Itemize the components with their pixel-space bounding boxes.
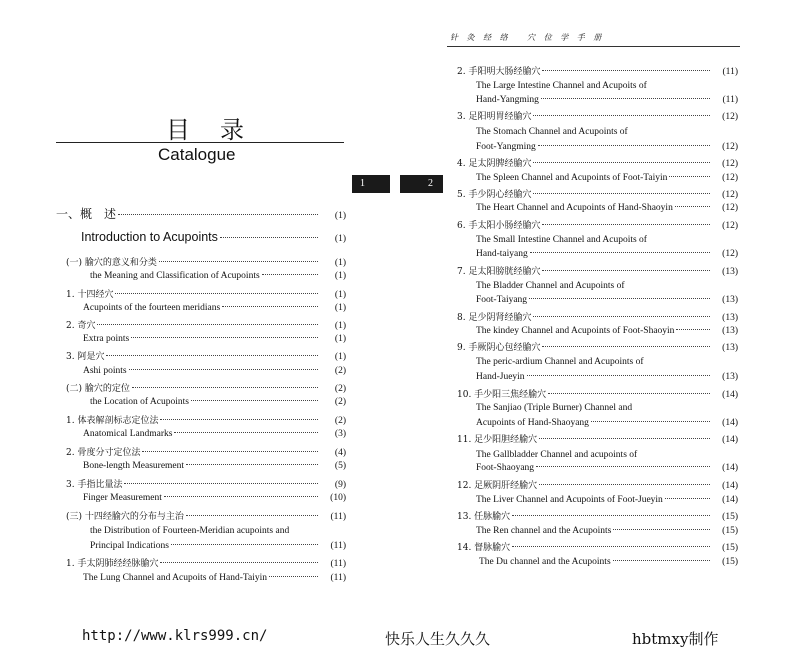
toc-page-number: (2) [334,366,346,376]
footer-credit: hbtmxy制作 [632,630,719,648]
toc-entry[interactable] [447,203,738,217]
toc-page-number: (13) [722,267,738,277]
toc-page-number: (13) [722,326,738,336]
toc-entry-title: Acupoints of the fourteen meridians [83,303,221,313]
toc-entry[interactable] [56,255,346,269]
toc-entry-title: 1. 手太阴肺经经脉腧穴 [66,559,159,569]
toc-page-number: (1) [334,234,346,244]
toc-entry[interactable] [447,218,738,232]
toc-entry-title: 3. 手指比量法 [66,480,123,490]
toc-entry-title: 12. 足厥阴肝经腧穴 [457,481,538,491]
toc-page-number: (1) [334,211,346,221]
toc-page-number: (14) [722,481,738,491]
toc-entry-title: 2. 骨度分寸定位法 [66,448,141,458]
toc-entry[interactable] [447,310,738,324]
toc-entry[interactable] [56,349,346,363]
toc-entry[interactable] [56,541,346,555]
toc-entry[interactable] [56,271,346,285]
dot-leader [665,498,710,499]
dot-leader [160,419,318,420]
dot-leader [131,337,318,338]
toc-entry[interactable] [447,235,738,249]
toc-entry[interactable] [447,95,738,109]
toc-entry-title: The Spleen Channel and Acupoints of Foot-Taiyin [476,173,668,183]
dot-leader [512,515,710,516]
dot-leader [539,484,710,485]
toc-entry[interactable] [447,127,738,141]
toc-entry[interactable] [447,142,738,156]
toc-page-number: (11) [722,95,738,105]
toc-entry-title: 14. 督脉腧穴 [457,543,511,553]
dot-leader [106,355,318,356]
toc-page-number: (2) [334,397,346,407]
toc-page-number: (14) [722,418,738,428]
toc-entry-title: (三) 十四经腧穴的分布与主治 [66,512,184,522]
toc-entry-title: 10. 手少阳三焦经腧穴 [457,390,547,400]
toc-page-number: (15) [722,526,738,536]
dot-leader [669,176,710,177]
toc-entry-title: The Stomach Channel and Acupoints of [476,127,628,137]
dot-leader [542,70,710,71]
toc-page-number: (11) [330,541,346,551]
dot-leader [542,224,710,225]
toc-entry-title: Hand-Jueyin [476,372,525,382]
toc-entry[interactable] [56,318,346,332]
dot-leader [186,464,318,465]
toc-entry-title: The Du channel and the Acupoints [479,557,611,567]
toc-entry-title: Foot-Taiyang [476,295,528,305]
toc-page-number: (12) [722,221,738,231]
toc-entry[interactable] [447,64,738,78]
toc-entry-title: (二) 腧穴的定位 [66,384,130,394]
toc-entry[interactable] [447,418,738,432]
toc-entry[interactable] [447,495,738,509]
dot-leader [115,293,318,294]
dot-leader [222,306,318,307]
toc-entry-title: Extra points [83,334,130,344]
dot-leader [262,274,318,275]
toc-entry-title: 1. 体表解剖标志定位法 [66,416,159,426]
toc-entry-title: The Gallbladder Channel and acupoints of [476,450,638,460]
toc-entry[interactable] [447,340,738,354]
toc-page-number: (9) [334,480,346,490]
toc-entry[interactable] [56,477,346,491]
toc-entry[interactable] [56,526,346,540]
dot-leader [591,421,710,422]
dot-leader [124,483,318,484]
toc-page-number: (2) [334,416,346,426]
toc-entry-title: 2. 手阳明大肠经腧穴 [457,67,541,77]
toc-entry[interactable] [447,509,738,523]
toc-entry-title: 1. 十四经穴 [66,290,114,300]
dot-leader [269,576,318,577]
dot-leader [530,252,710,253]
toc-entry[interactable] [447,326,738,340]
toc-page-number: (1) [334,258,346,268]
toc-entry-title: Hand-taiyang [476,249,528,259]
toc-entry[interactable] [447,264,738,278]
toc-entry-title: The Sanjiao (Triple Burner) Channel and [476,403,633,413]
dot-leader [129,369,318,370]
toc-page-number: (12) [722,190,738,200]
dot-leader [142,451,318,452]
toc-entry[interactable] [447,187,738,201]
toc-page-number: (11) [330,559,346,569]
toc-entry[interactable] [447,463,738,477]
toc-page-number: (1) [334,290,346,300]
toc-entry-title: 3. 足阳明胃经腧穴 [457,112,532,122]
dot-leader [613,560,710,561]
toc-entry-title: Introduction to Acupoints [81,230,218,244]
toc-page-number: (12) [722,159,738,169]
toc-entry[interactable] [56,230,346,244]
toc-entry-title: 6. 手太阳小肠经腧穴 [457,221,541,231]
dot-leader [675,206,710,207]
toc-page-number: (12) [722,112,738,122]
toc-entry[interactable] [447,526,738,540]
toc-entry[interactable] [56,397,346,411]
toc-entry[interactable] [447,109,738,123]
toc-page-number: (13) [722,343,738,353]
toc-entry-title: The kindey Channel and Acupoints of Foot-Shaoyin [476,326,675,336]
toc-page-number: (13) [722,295,738,305]
dot-leader [164,496,318,497]
footer-url-link[interactable]: http://www.klrs999.cn/ [82,628,268,644]
toc-entry-title: the Location of Acupoints [90,397,189,407]
header-rule [447,46,740,47]
toc-entry-title: Foot-Shaoyang [476,463,535,473]
toc-entry-title: Acupoints of Hand-Shaoyang [476,418,589,428]
dot-leader [159,261,318,262]
page-number-tab-right: 2 [400,175,443,193]
toc-entry-title: 2. 奇穴 [66,321,96,331]
dot-leader [548,393,710,394]
toc-entry[interactable] [447,450,738,464]
toc-page-number: (11) [330,573,346,583]
toc-entry-title: Hand-Yangming [476,95,539,105]
toc-entry-title: 9. 手厥阴心包经腧穴 [457,343,541,353]
toc-entry-title: Anatomical Landmarks [83,429,173,439]
page-title-chinese: 目录 [166,116,274,144]
toc-entry-title: 4. 足太阴脾经腧穴 [457,159,532,169]
toc-entry[interactable] [56,287,346,301]
toc-entry-title: (一) 腧穴的意义和分类 [66,258,157,268]
toc-page-number: (12) [722,142,738,152]
toc-entry[interactable] [56,493,346,507]
toc-page-number: (15) [722,512,738,522]
toc-entry[interactable] [447,156,738,170]
dot-leader [527,375,710,376]
toc-page-number: (13) [722,372,738,382]
toc-page-number: (1) [334,321,346,331]
dot-leader [542,270,710,271]
toc-entry-title: Foot-Yangming [476,142,536,152]
dot-leader [191,400,318,401]
dot-leader [533,193,710,194]
toc-entry[interactable] [447,432,738,446]
toc-entry[interactable] [447,281,738,295]
toc-entry-title: The Small Intestine Channel and Acupoits of [476,235,647,245]
toc-entry[interactable] [56,381,346,395]
toc-entry[interactable] [56,461,346,475]
toc-entry-title: 5. 手少阴心经腧穴 [457,190,532,200]
toc-page-number: (14) [722,390,738,400]
toc-entry-title: The peric-ardium Channel and Acupoints of [476,357,644,367]
dot-leader [533,115,710,116]
toc-entry-title: the Meaning and Classification of Acupoints [90,271,260,281]
toc-page-number: (4) [334,448,346,458]
toc-entry[interactable] [447,173,738,187]
dot-leader [171,544,318,545]
toc-page-number: (14) [722,435,738,445]
page-title-english: Catalogue [158,145,236,164]
toc-page-number: (14) [722,463,738,473]
toc-page-number: (3) [334,429,346,439]
toc-entry[interactable] [447,540,738,554]
toc-page-number: (12) [722,203,738,213]
toc-entry-title: 3. 阿是穴 [66,352,105,362]
toc-page-number: (1) [334,271,346,281]
toc-entry-title: 8. 足少阴肾经腧穴 [457,313,532,323]
dot-leader [186,515,318,516]
toc-entry-title: The Heart Channel and Acupoints of Hand-Shaoyin [476,203,673,213]
toc-page-number: (12) [722,249,738,259]
dot-leader [220,237,318,238]
toc-entry[interactable] [56,413,346,427]
toc-entry-title: 13. 任脉腧穴 [457,512,511,522]
dot-leader [536,466,710,467]
toc-entry[interactable] [56,445,346,459]
toc-entry[interactable] [56,509,346,523]
dot-leader [538,145,710,146]
toc-page-number: (13) [722,313,738,323]
dot-leader [512,546,710,547]
toc-entry-title: The Large Intestine Channel and Acupoits of [476,81,647,91]
toc-entry[interactable] [447,295,738,309]
toc-page-number: (15) [722,557,738,567]
toc-page-number: (12) [722,173,738,183]
toc-page-number: (14) [722,495,738,505]
toc-page-number: (10) [330,493,346,503]
toc-entry[interactable] [56,205,346,219]
toc-entry-title: The Lung Channel and Acupoits of Hand-Taiyin [83,573,268,583]
toc-entry[interactable] [56,556,346,570]
toc-entry[interactable] [56,334,346,348]
toc-page-number: (11) [722,67,738,77]
toc-entry-title: Bone-length Measurement [83,461,185,471]
dot-leader [533,162,710,163]
toc-page-number: (5) [334,461,346,471]
toc-entry[interactable] [56,429,346,443]
toc-page-number: (2) [334,384,346,394]
toc-page-number: (15) [722,543,738,553]
toc-entry-title: Finger Measurement [83,493,162,503]
toc-entry[interactable] [56,573,346,587]
dot-leader [613,529,710,530]
toc-entry[interactable] [447,403,738,417]
dot-leader [118,214,318,215]
toc-entry-title: Principal Indications [90,541,169,551]
toc-page-number: (1) [334,303,346,313]
toc-page-number: (1) [334,352,346,362]
toc-entry-title: 11. 足少阳胆经腧穴 [457,435,538,445]
toc-entry-title: The Bladder Channel and Acupoints of [476,281,625,291]
toc-entry[interactable] [447,357,738,371]
toc-entry[interactable] [56,366,346,380]
dot-leader [97,324,318,325]
toc-page-number: (1) [334,334,346,344]
toc-entry-title: the Distribution of Fourteen-Meridian acupoints and [90,526,290,536]
dot-leader [160,562,318,563]
toc-page-number: (11) [330,512,346,522]
dot-leader [533,316,710,317]
toc-entry-title: Ashi points [83,366,127,376]
toc-entry[interactable] [447,478,738,492]
running-header: 针 灸 经 络 穴 位 学 手 册 [450,33,605,42]
dot-leader [542,346,710,347]
dot-leader [541,98,710,99]
toc-entry-title: 一、概 述 [56,207,117,221]
page-number-tab-left: 1 [352,175,390,193]
footer-slogan: 快乐人生久久久 [385,630,491,648]
toc-entry[interactable] [447,557,738,571]
toc-entry-title: The Ren channel and the Acupoints [476,526,612,536]
title-divider [56,142,344,143]
dot-leader [676,329,710,330]
toc-entry-title: 7. 足太阳膀胱经腧穴 [457,267,541,277]
dot-leader [132,387,318,388]
toc-entry-title: The Liver Channel and Acupoints of Foot-Jueyin [476,495,663,505]
toc-entry[interactable] [447,81,738,95]
toc-entry[interactable] [447,387,738,401]
dot-leader [539,438,710,439]
dot-leader [174,432,318,433]
toc-entry[interactable] [447,372,738,386]
toc-entry[interactable] [56,303,346,317]
toc-entry[interactable] [447,249,738,263]
dot-leader [529,298,710,299]
